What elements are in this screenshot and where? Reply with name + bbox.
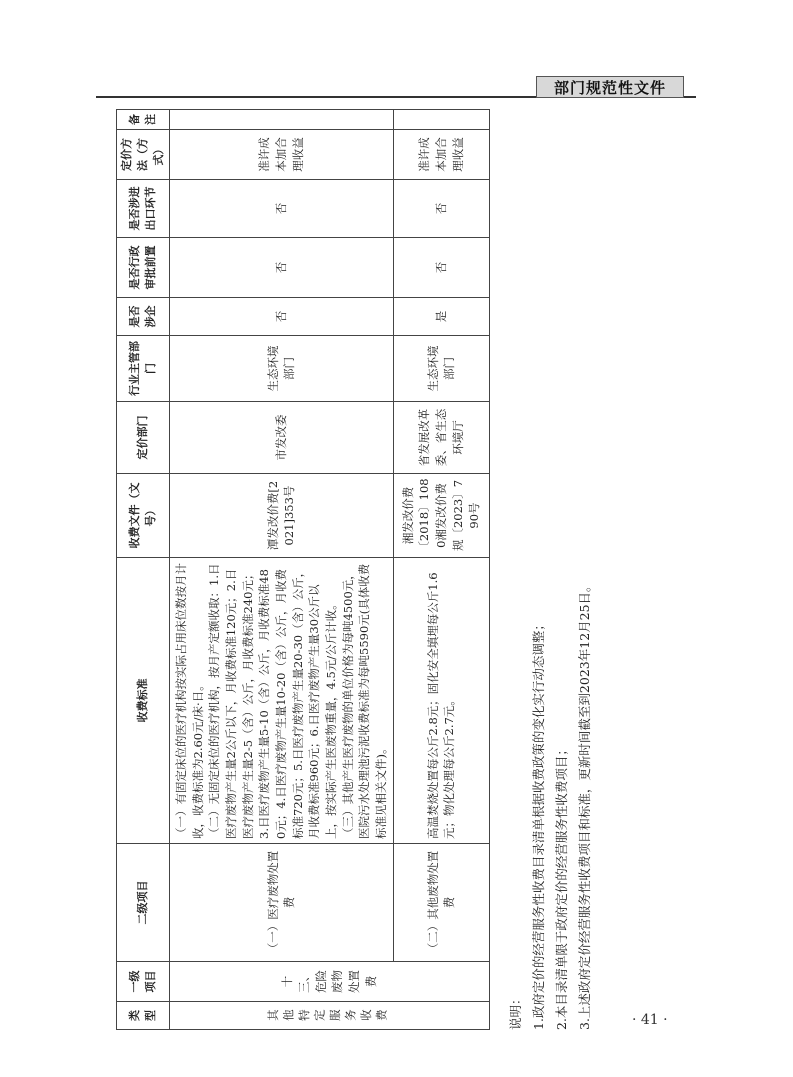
page-number: · 41 · (632, 1012, 668, 1028)
section-badge (536, 76, 684, 98)
industry-dept-cell: 生态环境部门 (169, 336, 393, 402)
col-pricing-method: 定价方法（方式） (117, 130, 170, 180)
notes (504, 110, 596, 1030)
standard-line: （二）无固定床位的医疗机构，按月产定额收取：1.日医疗废物产生量2公斤以下，月收费标准120元；2.日医疗废物产生量2-5（含）公斤，月收费标准240元；3.日医疗废物产生量5-10（含）公斤，月收费标准480元；4.日医疗废物产生量10-20（含）公斤，月收费标准720元；5.日医疗废物产生量20-30（含）公斤，月收费标准960元；6.日医疗废物产生量30公斤以上，按实际产生医废物重量，4.5元/公斤计收。 (207, 563, 338, 839)
import-export-cell: 否 (393, 180, 489, 238)
col-remarks: 备注 (117, 110, 170, 130)
standard-cell (169, 558, 393, 844)
industry-dept-cell: 生态环境部门 (393, 336, 489, 402)
fee-table (116, 109, 490, 1030)
pricing-dept-cell: 市发改委 (169, 402, 393, 474)
level1-cell: 十三、危险废物处置费 (169, 962, 489, 1002)
doc-cell: 湘发改价费〔2018〕1080湘发改价费规〔2023〕790号 (393, 474, 489, 558)
admin-approval-cell: 否 (393, 238, 489, 298)
notes-title: 说明： (508, 992, 523, 1030)
standard-cell (393, 558, 489, 844)
col-doc: 收费文件（文号） (117, 474, 170, 558)
enterprise-cell: 是 (393, 298, 489, 336)
table-row (393, 110, 489, 1030)
col-admin-approval: 是否行政审批前置 (117, 238, 170, 298)
note-item: 2.本目录清单限于政府定价的经营服务性收费项目； (554, 743, 569, 1030)
col-enterprise: 是否涉企 (117, 298, 170, 336)
import-export-cell: 否 (169, 180, 393, 238)
enterprise-cell: 否 (169, 298, 393, 336)
standard-line: （一）有固定床位的医疗机构按实际占用床位数按月计收，收费标准为2.60元/床·日。 (173, 563, 205, 839)
standard-line: （三）其他产生医疗废物的单位价格为每吨4500元，医院污水处理池污泥收费标准为每吨5590元(具体收费标准见相关文件)。 (340, 563, 388, 839)
standard-line: 高温焚烧处置每公斤2.8元；固化安全填埋每公斤1.6元；物化处理每公斤2.7元。 (425, 572, 457, 839)
remarks-cell (169, 110, 393, 130)
pricing-method-cell: 准许成本加合理收益 (169, 130, 393, 180)
table-row (169, 110, 393, 1030)
admin-approval-cell: 否 (169, 238, 393, 298)
section-badge-label: 部门规范性文件 (553, 78, 666, 97)
col-pricing-dept: 定价部门 (117, 402, 170, 474)
remarks-cell (393, 110, 489, 130)
level2-cell: （二）其他废物处置费 (393, 844, 489, 962)
col-category: 类型 (117, 1002, 170, 1030)
col-industry-dept: 行业主管部门 (117, 336, 170, 402)
doc-cell: 潭发改价费[2021]353号 (169, 474, 393, 558)
col-level2: 二级项目 (117, 844, 170, 962)
note-item: 1.政府定价的经营服务性收费目录清单根据收费政策的变化实行动态调整； (531, 618, 546, 1030)
rotated-content (96, 110, 656, 1030)
col-standard: 收费标准 (117, 558, 170, 844)
col-level1: 一级项目 (117, 962, 170, 1002)
col-import-export: 是否涉进出口环节 (117, 180, 170, 238)
pricing-method-cell: 准许成本加合理收益 (393, 130, 489, 180)
pricing-dept-cell: 省发展改革委、省生态环境厅 (393, 402, 489, 474)
note-item: 3.上述政府定价经营服务性收费项目和标准，更新时间截至到2023年12月25日。 (577, 579, 592, 1030)
table-header-row (117, 110, 170, 1030)
category-cell: 其他特定服务收费 (169, 1002, 489, 1030)
level2-cell: （一）医疗废物处置费 (169, 844, 393, 962)
